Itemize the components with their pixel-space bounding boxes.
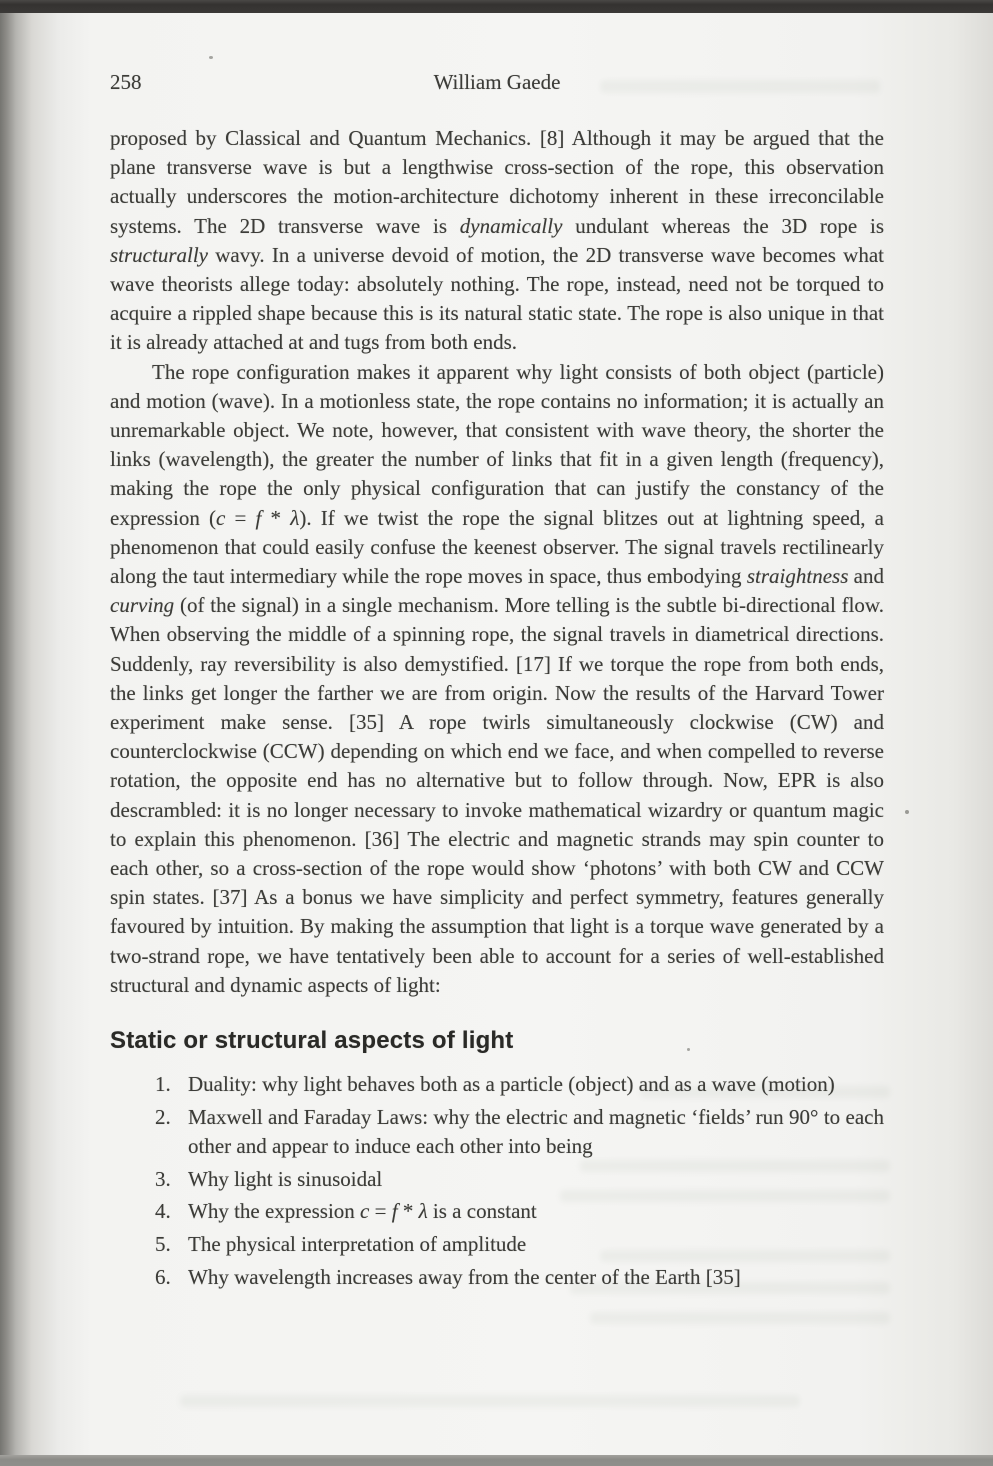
list-item (110, 1230, 884, 1260)
list-item (110, 1263, 884, 1293)
italic-text-segment: f (255, 505, 262, 530)
running-title: William Gaede (433, 70, 561, 94)
text-segment: The physical interpretation of amplitude (188, 1232, 527, 1257)
list-item-number: 1. (155, 1072, 171, 1097)
list-item-text (188, 1103, 884, 1162)
text-segment: (of the signal) in a single mechanism. More telling is the subtle bi-directional flow. When observing the middle of a spinning rope, the signal travels in diametrical directions. Suddenly, ray reversibility is also demystified. [17] If we torque the rope from both ends, the links get longer the farther we are from origin. Now the results of the Harvard Tower experiment make sense. [35] A rope twirls simultaneously clockwise (CW) and counterclockwise (CCW) depending on which end we face, and when compelled to reverse rotation, the opposite end has no alternative but to follow through. Now, EPR is also descrambled: it is no longer necessary to invoke mathematical wizardry or quantum magic to explain this phenomenon. [36] The electric and magnetic strands may spin counter to each other, so a cross-section of the rope would show ‘photons’ with both CW and CCW spin states. [37] As a bonus we have simplicity and perfect symmetry, features generally favoured by intuition. By making the assumption that light is a torque wave generated by a two-strand rope, we have tentatively been able to account for a series of well-established structural and dynamic aspects of light: (110, 593, 884, 997)
text-segment: proposed by Classical and Quantum Mechanics. [8] Although it may be argued that the plane transverse wave is but a lengthwise cross-section of the rope, this observation actually underscores the motion-architecture dichotomy inherent in these irreconcilable systems. The 2D transverse wave is (110, 126, 884, 238)
body-paragraph (110, 124, 884, 358)
body-paragraph (110, 358, 884, 1000)
aspect-list (110, 1070, 884, 1292)
text-segment: The rope configuration makes it apparent why light consists of both object (particle) and motion (wave). In a motionless state, the rope contains no information; it is actually an unremarkable object. We note, however, that consistent with wave theory, the shorter the links (wavelength), the greater the number of links that fit in a given length (frequency), making the rope the only physical configuration that can justify the constancy of the expression ( (110, 359, 884, 530)
text-segment: Why light is sinusoidal (188, 1166, 383, 1191)
list-item-text (188, 1070, 884, 1100)
list-item-text (188, 1263, 884, 1293)
text-segment: is a constant (427, 1199, 537, 1224)
page-number: 258 (110, 70, 142, 94)
italic-text-segment: c (215, 505, 226, 530)
italic-text-segment: λ (418, 1199, 428, 1224)
section-heading: Static or structural aspects of light (110, 1027, 514, 1055)
text-segment: = (225, 505, 256, 530)
list-item-number: 3. (155, 1166, 171, 1191)
list-item-text (188, 1165, 884, 1195)
italic-text-segment: structurally (110, 242, 208, 267)
list-item (110, 1070, 884, 1100)
list-item-number: 5. (155, 1232, 171, 1257)
text-segment: = (369, 1199, 392, 1224)
text-segment: Duality: why light behaves both as a particle (object) and as a wave (motion) (188, 1072, 835, 1097)
scan-speck (905, 810, 909, 814)
show-through-artifact (590, 1312, 890, 1324)
list-item-text (188, 1197, 884, 1227)
scan-speck (209, 56, 213, 59)
list-item-number: 2. (155, 1104, 171, 1129)
text-segment: Why wavelength increases away from the center of the Earth [35] (188, 1264, 741, 1289)
text-segment: * (261, 505, 291, 530)
list-item-text (188, 1230, 884, 1260)
italic-text-segment: straightness (746, 564, 849, 589)
italic-text-segment: c (360, 1199, 370, 1224)
page-header (110, 70, 884, 100)
text-segment: and (848, 564, 884, 589)
text-segment: wavy. In a universe devoid of motion, the 2D transverse wave becomes what wave theorists allege today: absolutely nothing. The rope, instead, need not be torqued to acquire a rippled shape because this is its natural static state. The rope is also unique in that it is already attached at and tugs from both ends. (110, 242, 884, 355)
paragraph-container (110, 124, 884, 1000)
text-segment: Maxwell and Faraday Laws: why the electric and magnetic ‘fields’ run 90° to each other and appear to induce each other into being (188, 1104, 884, 1159)
page-content (110, 70, 884, 1295)
scan-edge-top (0, 0, 993, 13)
list-item (110, 1103, 884, 1162)
italic-text-segment: dynamically (459, 213, 563, 238)
text-segment: ). If we twist the rope the signal blitzes out at lightning speed, a phenomenon that could easily confuse the keenest observer. The signal travels rectilinearly along the taut intermediary while the rope moves in space, thus embodying (110, 505, 885, 589)
list-item (110, 1197, 884, 1227)
show-through-artifact (180, 1395, 800, 1407)
text-segment: undulant whereas the 3D rope is (562, 213, 884, 238)
list-item-number: 4. (155, 1199, 171, 1224)
text-segment: * (397, 1199, 419, 1224)
scan-edge-bottom (0, 1455, 993, 1466)
italic-text-segment: curving (110, 593, 175, 618)
italic-text-segment: f (391, 1199, 398, 1224)
list-item-number: 6. (155, 1264, 171, 1289)
list-item (110, 1165, 884, 1195)
text-segment: Why the expression (188, 1199, 361, 1224)
italic-text-segment: λ (290, 505, 300, 530)
